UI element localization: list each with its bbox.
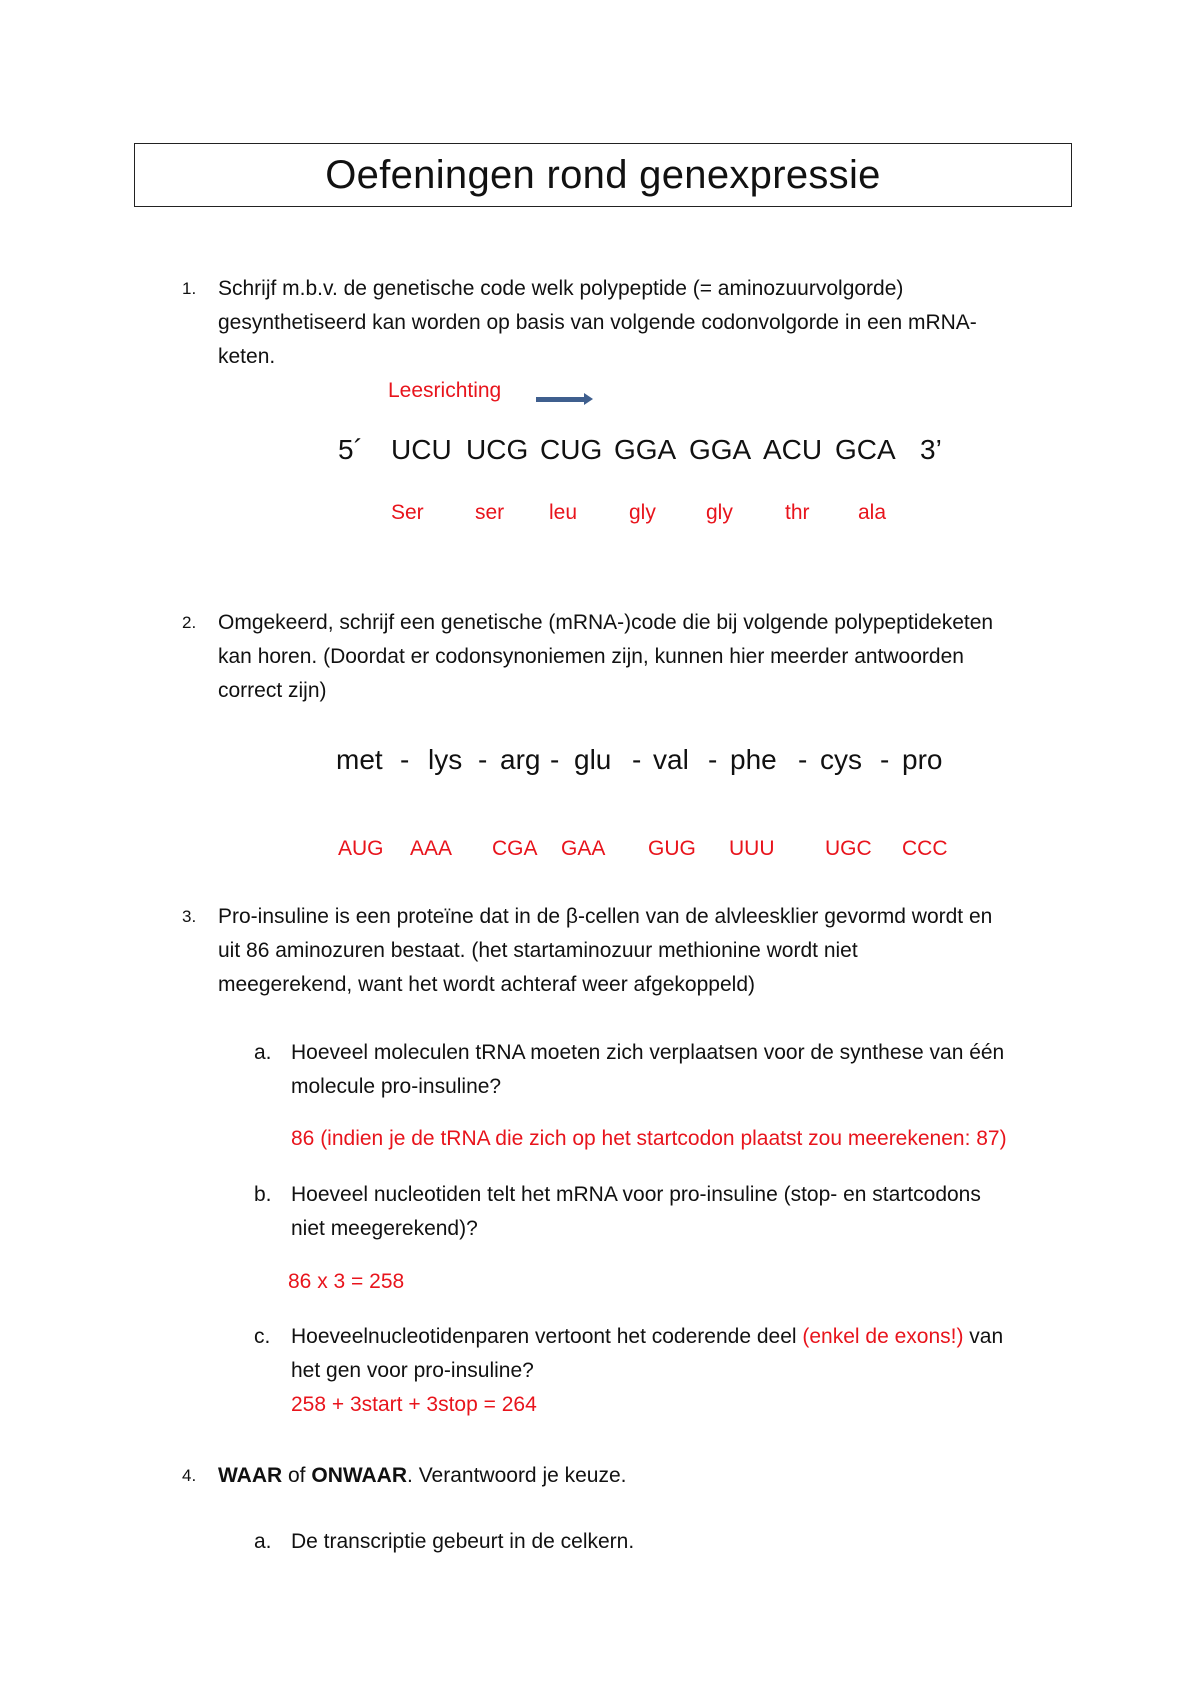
q1-answer-amino: thr [785,501,810,524]
q3c-line1 [291,1320,1003,1354]
q3c-letter: c. [254,1325,271,1348]
codon: UCG [466,434,529,465]
q2-text [218,606,993,708]
amino-acid: arg [500,744,541,775]
codon: GCA [835,434,896,465]
q2-answer-codon: AUG [338,837,384,860]
q1-answer-amino: ala [858,501,887,524]
amino-acid: pro [902,744,943,775]
q3-line: uit 86 aminozuren bestaat. (het startaminozuur methionine wordt niet [218,939,858,962]
separator: - [550,744,560,775]
q2-answer-codon: CCC [902,837,948,860]
q1-answer-amino: gly [706,501,733,524]
q4-of: of [282,1464,312,1487]
q2-number: 2. [182,613,197,632]
q1-answer-amino: gly [629,501,656,524]
amino-acid: lys [428,744,463,775]
q3-text [218,900,992,1002]
q4-text [218,1459,627,1493]
three-prime-label: 3’ [920,434,942,465]
amino-acid: val [653,744,689,775]
q3c-highlight: (enkel de exons!) [802,1325,964,1348]
q1-answer-amino: leu [549,501,578,524]
q4-waar: WAAR [218,1464,283,1487]
q3b-line: niet meegerekend)? [291,1217,478,1240]
separator: - [798,744,808,775]
separator: - [400,744,410,775]
codon: ACU [763,434,823,465]
q2-line: kan horen. (Doordat er codonsynoniemen zijn, kunnen hier meerder antwoorden [218,645,964,668]
q3b-line: Hoeveel nucleotiden telt het mRNA voor pro-insuline (stop- en startcodons [291,1183,981,1206]
q4a-text: De transcriptie gebeurt in de celkern. [291,1530,635,1553]
q1-answer-amino: Ser [391,501,424,524]
reading-direction-label: Leesrichting [388,379,502,402]
q3b-letter: b. [254,1183,272,1206]
q3c-line1-end: van [963,1325,1004,1348]
q4a-letter: a. [254,1530,272,1553]
codon: CUG [540,434,603,465]
q2-answer-codon: GUG [648,837,696,860]
q2-answer-codon: AAA [410,837,453,860]
amino-acid: phe [730,744,777,775]
q1-line: keten. [218,345,276,368]
codon: GGA [614,434,677,465]
q2-line: Omgekeerd, schrijf een genetische (mRNA-)code die bij volgende polypeptideketen [218,611,994,634]
q2-answer-codon: GAA [561,837,606,860]
q3a-line: molecule pro-insuline? [291,1075,502,1098]
q1-line: Schrijf m.b.v. de genetische code welk polypeptide (= aminozuurvolgorde) [218,277,904,300]
q1-number: 1. [182,279,197,298]
five-prime-label: 5´ [338,434,363,465]
q3c-line1-start: Hoeveelnucleotidenparen vertoont het coderende deel [291,1325,803,1348]
q3c-line2: het gen voor pro-insuline? [291,1359,534,1382]
q3-line: Pro-insuline is een proteïne dat in de β-cellen van de alvleesklier gevormd wordt en [218,905,993,928]
q2-line: correct zijn) [218,679,327,702]
q3a-text [291,1036,1004,1104]
q2-answer-codon: CGA [492,837,538,860]
amino-acid: met [336,744,383,775]
q3a-letter: a. [254,1041,272,1064]
title-box [134,143,1072,207]
codon: GGA [689,434,752,465]
q3-number: 3. [182,907,197,926]
q4-number: 4. [182,1466,197,1485]
q3a-answer: 86 (indien je de tRNA die zich op het startcodon plaatst zou meerekenen: 87) [291,1127,1007,1150]
q1-line: gesynthetiseerd kan worden op basis van volgende codonvolgorde in een mRNA- [218,311,977,334]
q2-answer-codon: UGC [825,837,872,860]
separator: - [632,744,642,775]
arrow-head-icon [584,393,593,405]
q4-onwaar: ONWAAR [311,1464,408,1487]
amino-acid: cys [820,744,862,775]
q3c-text [291,1320,1003,1422]
q4-rest: . Verantwoord je keuze. [407,1464,627,1487]
q3b-answer: 86 x 3 = 258 [288,1270,405,1293]
q1-answer-amino: ser [475,501,505,524]
separator: - [708,744,718,775]
q1-text [218,272,977,374]
q3c-answer: 258 + 3start + 3stop = 264 [291,1393,537,1416]
q3-line: meegerekend, want het wordt achteraf weer afgekoppeld) [218,973,755,996]
separator: - [880,744,890,775]
amino-acid: glu [574,744,612,775]
q3b-text [291,1178,981,1246]
q2-answer-codon: UUU [729,837,775,860]
separator: - [478,744,488,775]
reading-direction-arrow-icon [536,397,586,402]
q3a-line: Hoeveel moleculen tRNA moeten zich verplaatsen voor de synthese van één [291,1041,1005,1064]
codon: UCU [391,434,452,465]
page-title: Oefeningen rond genexpressie [325,152,881,197]
